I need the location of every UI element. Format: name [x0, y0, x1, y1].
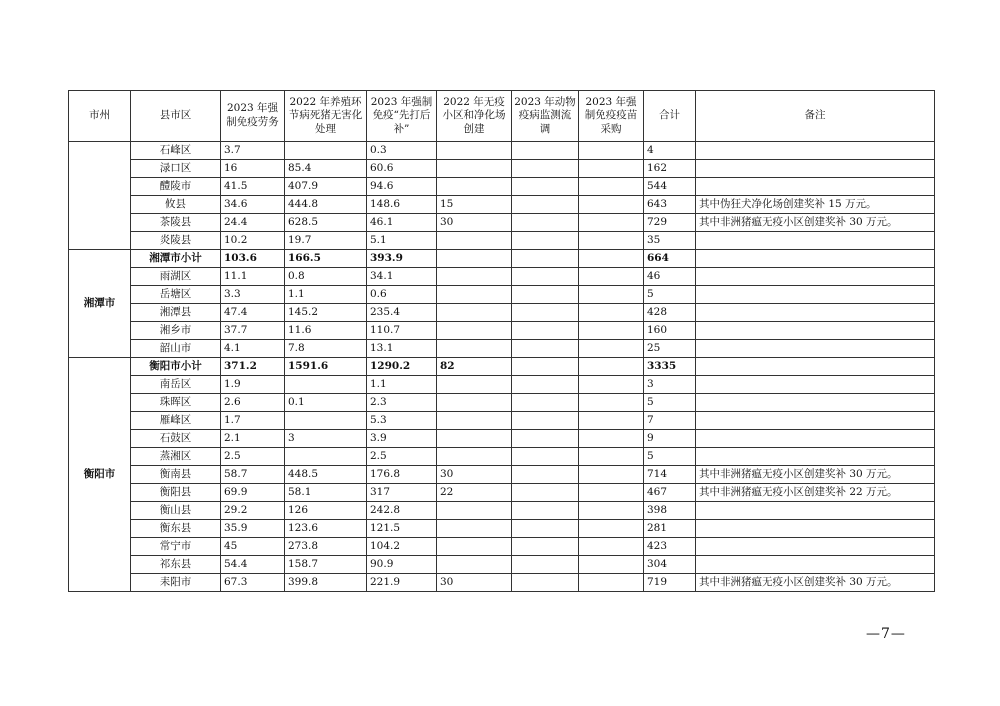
cell-immunization-labor: 4.1	[221, 340, 285, 358]
header-immunization-labor: 2023 年强制免疫劳务	[221, 91, 285, 142]
cell-remarks	[696, 250, 935, 268]
cell-dead-swine-disposal	[285, 142, 367, 160]
cell-remarks	[696, 538, 935, 556]
cell-pre-vaccination-subsidy: 317	[367, 484, 437, 502]
cell-vaccine-procurement	[579, 322, 644, 340]
cell-dead-swine-disposal: 3	[285, 430, 367, 448]
cell-disease-monitoring	[512, 538, 579, 556]
cell-immunization-labor: 16	[221, 160, 285, 178]
cell-county: 渌口区	[131, 160, 221, 178]
cell-total: 467	[644, 484, 696, 502]
cell-county: 珠晖区	[131, 394, 221, 412]
header-county: 县市区	[131, 91, 221, 142]
cell-vaccine-procurement	[579, 358, 644, 376]
cell-disease-free-zone	[437, 412, 512, 430]
cell-pre-vaccination-subsidy: 90.9	[367, 556, 437, 574]
cell-pre-vaccination-subsidy: 176.8	[367, 466, 437, 484]
cell-dead-swine-disposal: 448.5	[285, 466, 367, 484]
cell-disease-free-zone	[437, 268, 512, 286]
cell-pre-vaccination-subsidy: 1.1	[367, 376, 437, 394]
cell-county: 祁东县	[131, 556, 221, 574]
cell-remarks: 其中伪狂犬净化场创建奖补 15 万元。	[696, 196, 935, 214]
cell-total: 46	[644, 268, 696, 286]
cell-dead-swine-disposal: 628.5	[285, 214, 367, 232]
cell-immunization-labor: 1.9	[221, 376, 285, 394]
cell-immunization-labor: 67.3	[221, 574, 285, 592]
cell-immunization-labor: 34.6	[221, 196, 285, 214]
cell-disease-free-zone	[437, 448, 512, 466]
cell-total: 3	[644, 376, 696, 394]
header-total: 合计	[644, 91, 696, 142]
cell-total: 398	[644, 502, 696, 520]
cell-disease-free-zone: 30	[437, 574, 512, 592]
cell-disease-free-zone	[437, 394, 512, 412]
cell-disease-monitoring	[512, 376, 579, 394]
cell-county: 攸县	[131, 196, 221, 214]
cell-total: 5	[644, 394, 696, 412]
cell-immunization-labor: 10.2	[221, 232, 285, 250]
table-row	[69, 538, 935, 556]
cell-pre-vaccination-subsidy: 2.5	[367, 448, 437, 466]
cell-vaccine-procurement	[579, 484, 644, 502]
cell-immunization-labor: 103.6	[221, 250, 285, 268]
cell-total: 719	[644, 574, 696, 592]
cell-pre-vaccination-subsidy: 5.1	[367, 232, 437, 250]
cell-disease-monitoring	[512, 232, 579, 250]
cell-disease-monitoring	[512, 286, 579, 304]
cell-immunization-labor: 2.5	[221, 448, 285, 466]
cell-disease-monitoring	[512, 196, 579, 214]
allocation-table	[68, 90, 935, 592]
cell-disease-free-zone	[437, 340, 512, 358]
cell-remarks	[696, 412, 935, 430]
cell-disease-free-zone	[437, 520, 512, 538]
cell-disease-monitoring	[512, 394, 579, 412]
cell-pre-vaccination-subsidy: 46.1	[367, 214, 437, 232]
cell-disease-monitoring	[512, 304, 579, 322]
cell-immunization-labor: 24.4	[221, 214, 285, 232]
cell-dead-swine-disposal: 7.8	[285, 340, 367, 358]
subtotal-row	[69, 358, 935, 376]
table-row	[69, 214, 935, 232]
cell-vaccine-procurement	[579, 178, 644, 196]
cell-disease-free-zone: 30	[437, 466, 512, 484]
cell-disease-monitoring	[512, 268, 579, 286]
cell-remarks	[696, 286, 935, 304]
cell-disease-free-zone	[437, 178, 512, 196]
table-row	[69, 322, 935, 340]
cell-pre-vaccination-subsidy: 0.3	[367, 142, 437, 160]
cell-immunization-labor: 58.7	[221, 466, 285, 484]
cell-county: 耒阳市	[131, 574, 221, 592]
table-row	[69, 268, 935, 286]
header-disease-monitoring: 2023 年动物疫病监测流调	[512, 91, 579, 142]
cell-disease-monitoring	[512, 574, 579, 592]
cell-vaccine-procurement	[579, 502, 644, 520]
table-row	[69, 232, 935, 250]
table-row	[69, 574, 935, 592]
cell-disease-monitoring	[512, 250, 579, 268]
cell-county: 湘潭县	[131, 304, 221, 322]
table-row	[69, 286, 935, 304]
cell-disease-monitoring	[512, 448, 579, 466]
cell-remarks	[696, 160, 935, 178]
cell-immunization-labor: 2.6	[221, 394, 285, 412]
cell-disease-monitoring	[512, 466, 579, 484]
table-body	[69, 142, 935, 592]
cell-immunization-labor: 29.2	[221, 502, 285, 520]
cell-disease-free-zone	[437, 232, 512, 250]
cell-pre-vaccination-subsidy: 221.9	[367, 574, 437, 592]
cell-remarks	[696, 340, 935, 358]
cell-disease-monitoring	[512, 502, 579, 520]
cell-total: 729	[644, 214, 696, 232]
table-row	[69, 484, 935, 502]
cell-remarks: 其中非洲猪瘟无疫小区创建奖补 30 万元。	[696, 466, 935, 484]
cell-county: 常宁市	[131, 538, 221, 556]
cell-dead-swine-disposal: 0.1	[285, 394, 367, 412]
cell-disease-free-zone	[437, 160, 512, 178]
cell-dead-swine-disposal: 407.9	[285, 178, 367, 196]
cell-remarks	[696, 322, 935, 340]
cell-vaccine-procurement	[579, 142, 644, 160]
cell-dead-swine-disposal: 85.4	[285, 160, 367, 178]
cell-county: 衡山县	[131, 502, 221, 520]
cell-remarks: 其中非洲猪瘟无疫小区创建奖补 30 万元。	[696, 214, 935, 232]
cell-vaccine-procurement	[579, 412, 644, 430]
cell-pre-vaccination-subsidy: 235.4	[367, 304, 437, 322]
cell-vaccine-procurement	[579, 340, 644, 358]
subtotal-row	[69, 250, 935, 268]
cell-county: 衡阳县	[131, 484, 221, 502]
cell-remarks	[696, 430, 935, 448]
header-dead-swine-disposal: 2022 年养殖环节病死猪无害化处理	[285, 91, 367, 142]
cell-dead-swine-disposal: 158.7	[285, 556, 367, 574]
table-row	[69, 340, 935, 358]
cell-disease-monitoring	[512, 160, 579, 178]
table-row	[69, 142, 935, 160]
table-row	[69, 556, 935, 574]
cell-immunization-labor: 69.9	[221, 484, 285, 502]
cell-disease-free-zone	[437, 304, 512, 322]
cell-vaccine-procurement	[579, 376, 644, 394]
cell-disease-monitoring	[512, 214, 579, 232]
cell-immunization-labor: 54.4	[221, 556, 285, 574]
cell-vaccine-procurement	[579, 250, 644, 268]
cell-vaccine-procurement	[579, 574, 644, 592]
cell-pre-vaccination-subsidy: 5.3	[367, 412, 437, 430]
cell-remarks	[696, 394, 935, 412]
cell-total: 5	[644, 286, 696, 304]
cell-pre-vaccination-subsidy: 104.2	[367, 538, 437, 556]
cell-immunization-labor: 41.5	[221, 178, 285, 196]
table-row	[69, 394, 935, 412]
cell-dead-swine-disposal: 145.2	[285, 304, 367, 322]
cell-disease-free-zone	[437, 322, 512, 340]
cell-disease-free-zone	[437, 142, 512, 160]
cell-immunization-labor: 2.1	[221, 430, 285, 448]
cell-disease-free-zone: 15	[437, 196, 512, 214]
cell-dead-swine-disposal	[285, 376, 367, 394]
cell-total: 35	[644, 232, 696, 250]
cell-county: 衡阳市小计	[131, 358, 221, 376]
cell-county: 蒸湘区	[131, 448, 221, 466]
header-disease-free-zone: 2022 年无疫小区和净化场创建	[437, 91, 512, 142]
cell-immunization-labor: 45	[221, 538, 285, 556]
cell-remarks	[696, 142, 935, 160]
cell-total: 3335	[644, 358, 696, 376]
cell-vaccine-procurement	[579, 268, 644, 286]
cell-pre-vaccination-subsidy: 13.1	[367, 340, 437, 358]
cell-dead-swine-disposal: 444.8	[285, 196, 367, 214]
cell-county: 岳塘区	[131, 286, 221, 304]
cell-total: 9	[644, 430, 696, 448]
cell-remarks	[696, 232, 935, 250]
cell-remarks	[696, 358, 935, 376]
cell-disease-monitoring	[512, 142, 579, 160]
cell-immunization-labor: 371.2	[221, 358, 285, 376]
header-pre-vaccination-subsidy: 2023 年强制免疫“先打后补”	[367, 91, 437, 142]
cell-immunization-labor: 3.7	[221, 142, 285, 160]
cell-county: 茶陵县	[131, 214, 221, 232]
cell-immunization-labor: 11.1	[221, 268, 285, 286]
table-row	[69, 448, 935, 466]
cell-city	[69, 142, 131, 250]
cell-pre-vaccination-subsidy: 148.6	[367, 196, 437, 214]
cell-county: 湘潭市小计	[131, 250, 221, 268]
cell-pre-vaccination-subsidy: 60.6	[367, 160, 437, 178]
table-row	[69, 520, 935, 538]
cell-disease-monitoring	[512, 178, 579, 196]
cell-total: 643	[644, 196, 696, 214]
cell-dead-swine-disposal: 58.1	[285, 484, 367, 502]
cell-disease-free-zone	[437, 250, 512, 268]
cell-vaccine-procurement	[579, 538, 644, 556]
cell-remarks	[696, 448, 935, 466]
page-number: —7—	[866, 626, 906, 642]
cell-county: 炎陵县	[131, 232, 221, 250]
cell-county: 石峰区	[131, 142, 221, 160]
cell-dead-swine-disposal: 1591.6	[285, 358, 367, 376]
cell-remarks	[696, 502, 935, 520]
cell-disease-monitoring	[512, 430, 579, 448]
table-row	[69, 304, 935, 322]
table-row	[69, 376, 935, 394]
cell-vaccine-procurement	[579, 520, 644, 538]
cell-vaccine-procurement	[579, 286, 644, 304]
header-city: 市州	[69, 91, 131, 142]
cell-total: 7	[644, 412, 696, 430]
table-row	[69, 502, 935, 520]
cell-county: 雨湖区	[131, 268, 221, 286]
cell-city: 湘潭市	[69, 250, 131, 358]
cell-pre-vaccination-subsidy: 0.6	[367, 286, 437, 304]
cell-total: 544	[644, 178, 696, 196]
cell-pre-vaccination-subsidy: 242.8	[367, 502, 437, 520]
cell-vaccine-procurement	[579, 196, 644, 214]
table-row	[69, 196, 935, 214]
cell-total: 25	[644, 340, 696, 358]
cell-county: 湘乡市	[131, 322, 221, 340]
cell-county: 衡东县	[131, 520, 221, 538]
cell-disease-monitoring	[512, 340, 579, 358]
cell-total: 281	[644, 520, 696, 538]
cell-city: 衡阳市	[69, 358, 131, 592]
table-row	[69, 430, 935, 448]
cell-disease-monitoring	[512, 322, 579, 340]
cell-immunization-labor: 1.7	[221, 412, 285, 430]
cell-vaccine-procurement	[579, 160, 644, 178]
cell-dead-swine-disposal: 11.6	[285, 322, 367, 340]
table-row	[69, 178, 935, 196]
cell-disease-monitoring	[512, 556, 579, 574]
cell-vaccine-procurement	[579, 466, 644, 484]
cell-total: 304	[644, 556, 696, 574]
cell-pre-vaccination-subsidy: 121.5	[367, 520, 437, 538]
cell-county: 石鼓区	[131, 430, 221, 448]
cell-dead-swine-disposal	[285, 412, 367, 430]
cell-immunization-labor: 3.3	[221, 286, 285, 304]
cell-disease-free-zone	[437, 286, 512, 304]
cell-remarks	[696, 304, 935, 322]
cell-vaccine-procurement	[579, 448, 644, 466]
cell-disease-monitoring	[512, 412, 579, 430]
cell-total: 5	[644, 448, 696, 466]
cell-remarks: 其中非洲猪瘟无疫小区创建奖补 30 万元。	[696, 574, 935, 592]
cell-total: 4	[644, 142, 696, 160]
header-remarks: 备注	[696, 91, 935, 142]
cell-pre-vaccination-subsidy: 393.9	[367, 250, 437, 268]
cell-county: 韶山市	[131, 340, 221, 358]
cell-dead-swine-disposal: 273.8	[285, 538, 367, 556]
cell-remarks	[696, 268, 935, 286]
cell-disease-monitoring	[512, 358, 579, 376]
cell-vaccine-procurement	[579, 304, 644, 322]
cell-immunization-labor: 47.4	[221, 304, 285, 322]
cell-pre-vaccination-subsidy: 1290.2	[367, 358, 437, 376]
cell-remarks	[696, 556, 935, 574]
cell-remarks	[696, 178, 935, 196]
cell-disease-monitoring	[512, 520, 579, 538]
cell-total: 664	[644, 250, 696, 268]
cell-dead-swine-disposal: 166.5	[285, 250, 367, 268]
table-row	[69, 160, 935, 178]
cell-disease-free-zone	[437, 502, 512, 520]
cell-disease-free-zone	[437, 538, 512, 556]
cell-vaccine-procurement	[579, 556, 644, 574]
cell-pre-vaccination-subsidy: 94.6	[367, 178, 437, 196]
cell-disease-free-zone: 22	[437, 484, 512, 502]
cell-remarks	[696, 520, 935, 538]
cell-disease-free-zone	[437, 556, 512, 574]
cell-dead-swine-disposal: 19.7	[285, 232, 367, 250]
cell-vaccine-procurement	[579, 214, 644, 232]
cell-vaccine-procurement	[579, 232, 644, 250]
header-row	[69, 91, 935, 142]
cell-pre-vaccination-subsidy: 110.7	[367, 322, 437, 340]
cell-county: 醴陵市	[131, 178, 221, 196]
cell-pre-vaccination-subsidy: 2.3	[367, 394, 437, 412]
cell-total: 160	[644, 322, 696, 340]
cell-disease-free-zone	[437, 376, 512, 394]
cell-total: 428	[644, 304, 696, 322]
table-row	[69, 412, 935, 430]
cell-disease-free-zone: 30	[437, 214, 512, 232]
cell-county: 雁峰区	[131, 412, 221, 430]
cell-disease-free-zone: 82	[437, 358, 512, 376]
header-vaccine-procurement: 2023 年强制免疫疫苗采购	[579, 91, 644, 142]
cell-dead-swine-disposal: 0.8	[285, 268, 367, 286]
cell-dead-swine-disposal: 399.8	[285, 574, 367, 592]
cell-disease-monitoring	[512, 484, 579, 502]
cell-dead-swine-disposal: 126	[285, 502, 367, 520]
cell-immunization-labor: 35.9	[221, 520, 285, 538]
cell-dead-swine-disposal: 1.1	[285, 286, 367, 304]
cell-immunization-labor: 37.7	[221, 322, 285, 340]
table-row	[69, 466, 935, 484]
cell-vaccine-procurement	[579, 394, 644, 412]
cell-pre-vaccination-subsidy: 34.1	[367, 268, 437, 286]
cell-dead-swine-disposal: 123.6	[285, 520, 367, 538]
cell-dead-swine-disposal	[285, 448, 367, 466]
cell-total: 714	[644, 466, 696, 484]
cell-disease-free-zone	[437, 430, 512, 448]
cell-county: 衡南县	[131, 466, 221, 484]
cell-vaccine-procurement	[579, 430, 644, 448]
cell-county: 南岳区	[131, 376, 221, 394]
cell-remarks	[696, 376, 935, 394]
cell-pre-vaccination-subsidy: 3.9	[367, 430, 437, 448]
cell-remarks: 其中非洲猪瘟无疫小区创建奖补 22 万元。	[696, 484, 935, 502]
cell-total: 162	[644, 160, 696, 178]
cell-total: 423	[644, 538, 696, 556]
